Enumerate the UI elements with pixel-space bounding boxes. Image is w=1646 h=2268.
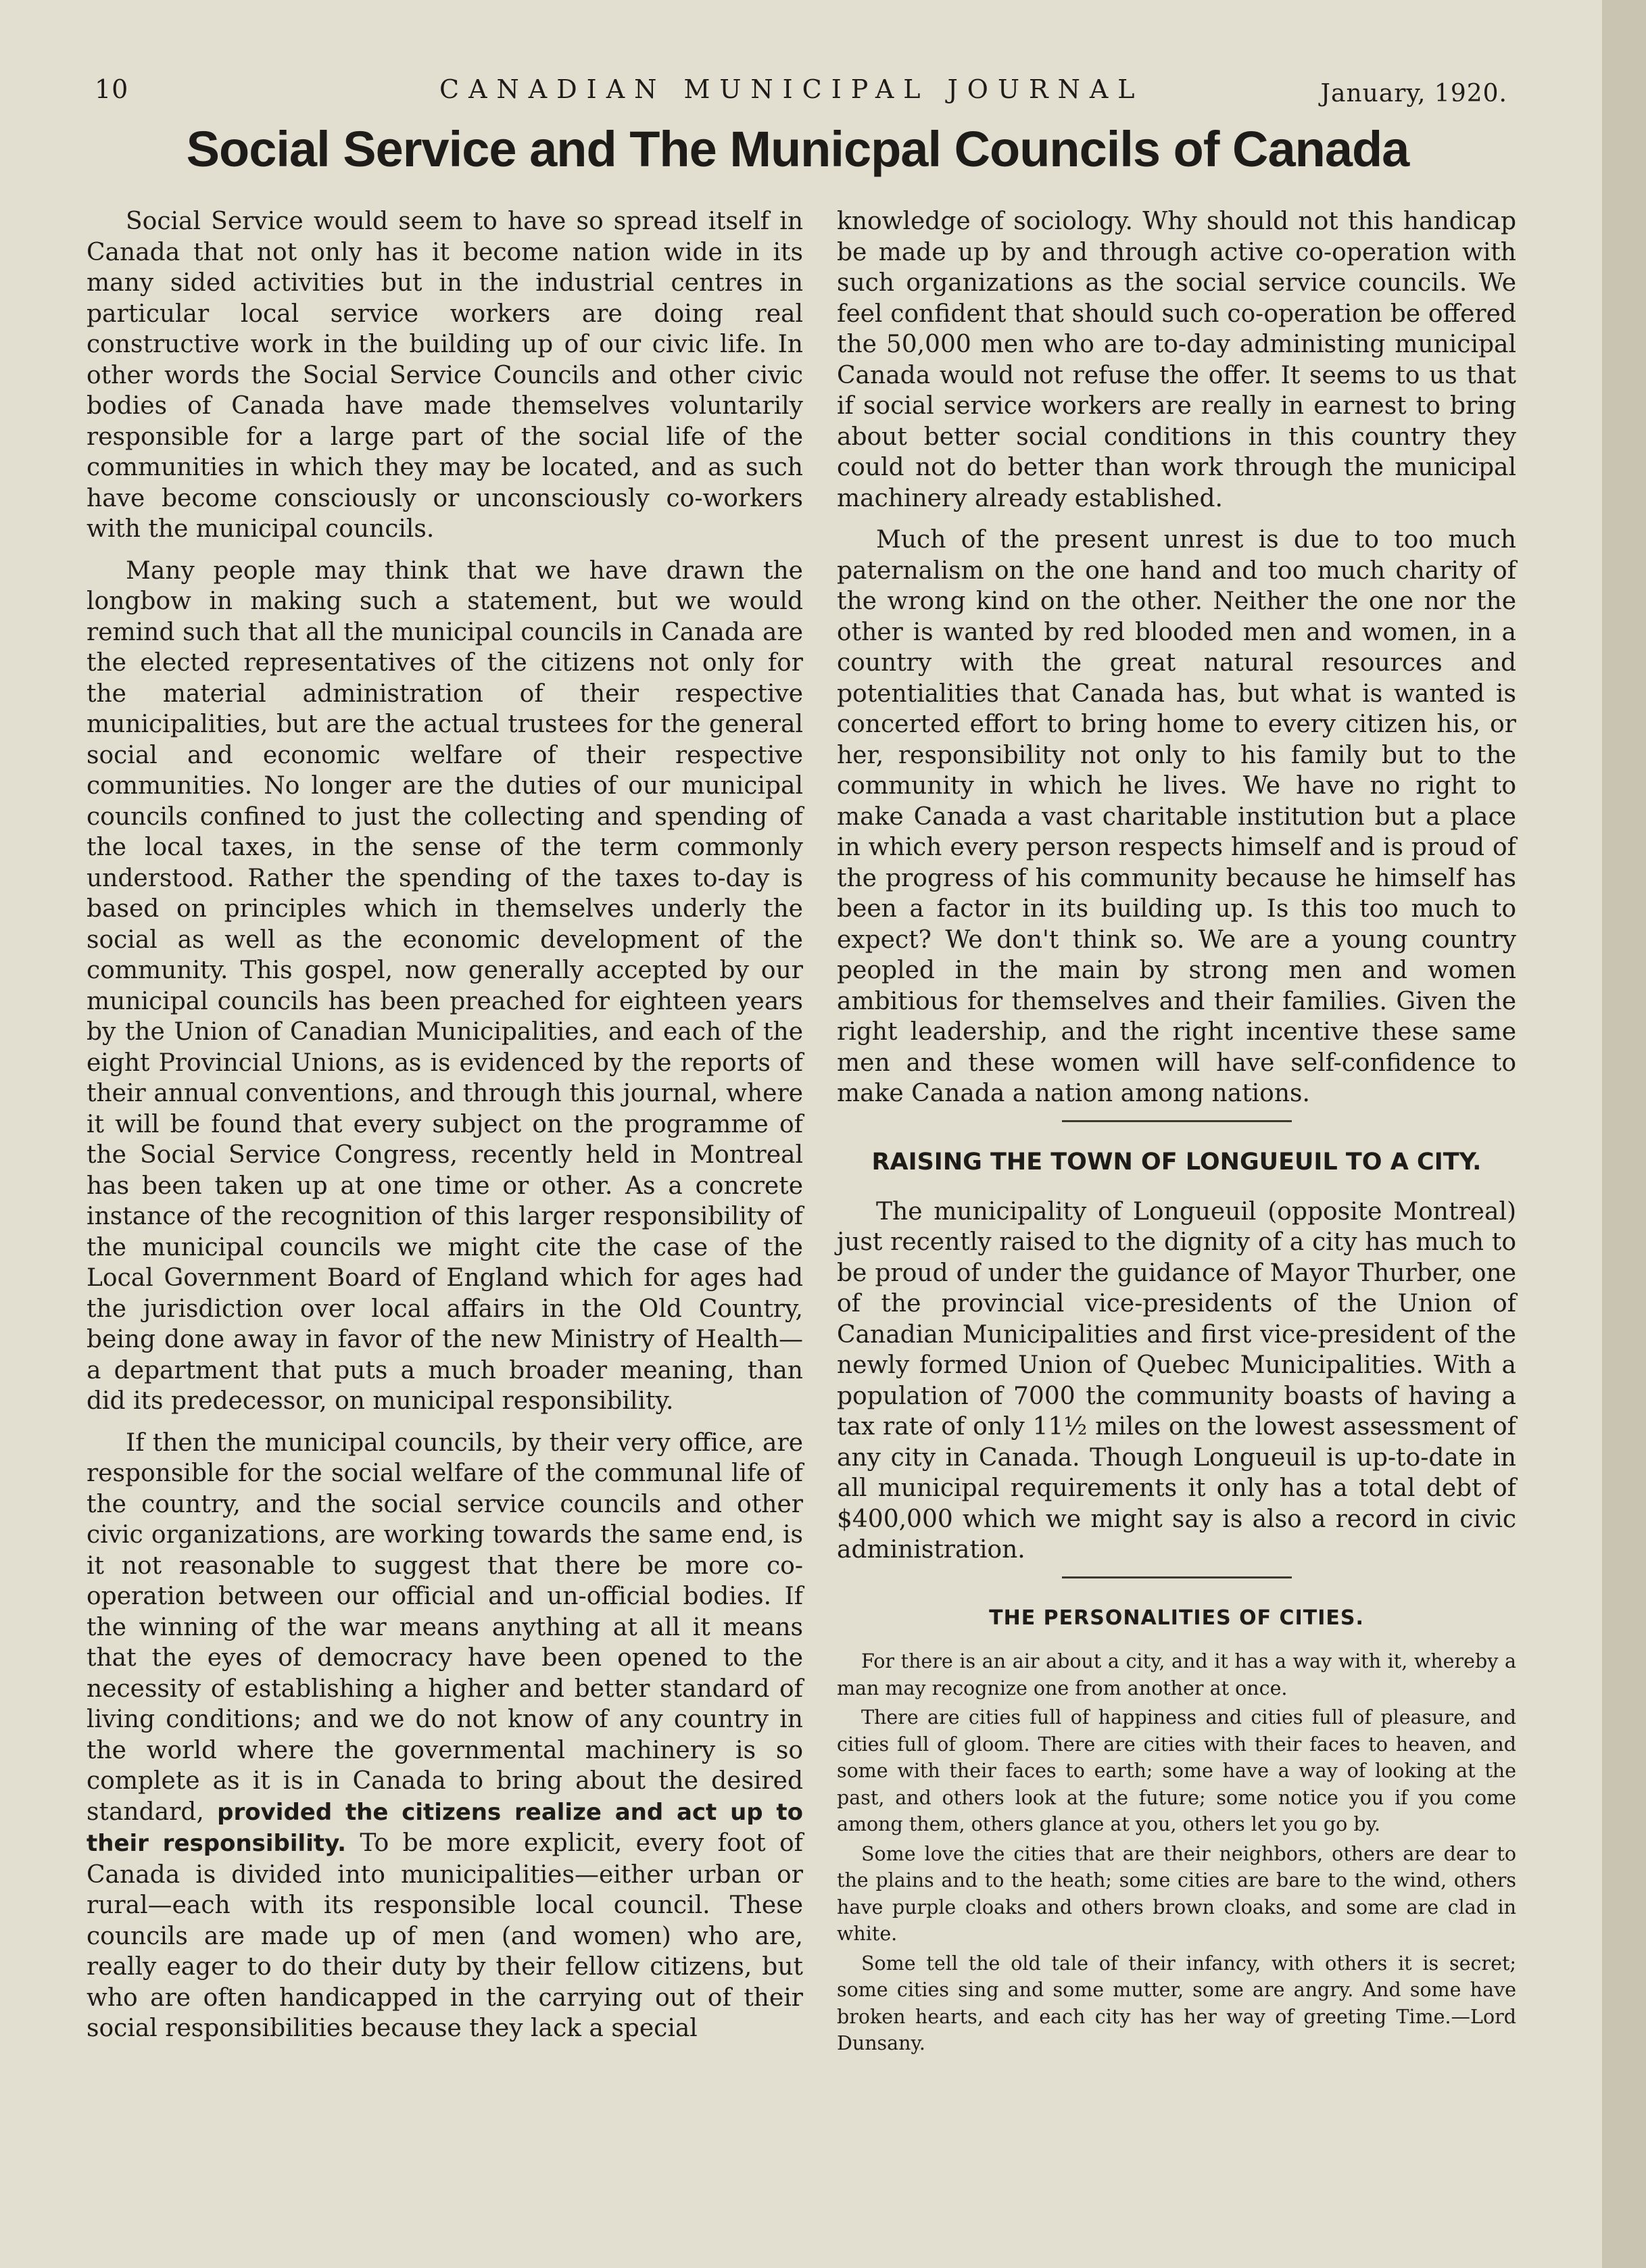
personalities-paragraph-1: For there is an air about a city, and it has a way with it, whereby a man may recognize one from another at once. [837,1650,1516,1699]
page-edge [1602,0,1646,2268]
personalities-paragraph-2: There are cities full of happiness and cities full of pleasure, and cities full of gloom. There are cities with their faces to heaven, and some with their faces to earth; some have a way of looking at the past, and others look at the future; some notice you if you come among them, others glance at you, others let you go by. [837,1706,1516,1835]
right-paragraph-2: Much of the present unrest is due to too much paternalism on the one hand and too much charity of the wrong kind on the other. Neither the one nor the other is wanted by red blooded men and women, in a country with the great natural resources and potentialities that Canada has, but what is wanted is concerted effort to bring home to every citizen his, or her, responsibility not only to his family but to the community in which he lives. We have no right to make Canada a vast charitable institution but a place in which every person respects himself and is proud of the progress of his community because he himself has been a factor in its building up. Is this too much to expect? We don't think so. We are a young country peopled in the main by strong men and women ambitious for themselves and their families. Given the right leadership, and the right incentive these same men and these women will have self-confidence to make Canada a nation among nations. [837,526,1516,1107]
left-column [87,206,803,2055]
personalities-title: THE PERSONALITIES OF CITIES. [989,1606,1364,1630]
issue-date: January, 1920. [1320,80,1507,107]
right-column [837,206,1516,2060]
personalities-text [837,1648,1516,2057]
left-paragraph-3 [87,1428,803,2044]
section-divider [1062,1120,1292,1122]
article-headline: Social Service and The Municpal Councils of Canada [186,121,1409,177]
journal-name: CANADIAN MUNICIPAL JOURNAL [439,74,1144,104]
right-paragraph-1: knowledge of sociology. Why should not this handicap be made up by and through active co-operation with such organizations as the social service councils. We feel confident that should such co-operation be offered the 50,000 men who are to-day administing municipal Canada would not refuse the offer. It seems to us that if social service workers are really in earnest to bring about better social conditions in this country they could not do better than work through the municipal machinery already established. [837,208,1516,512]
bold-emphasis: provided the citizens realize and act up to their responsibility. [87,1798,803,1857]
longueuil-title: RAISING THE TOWN OF LONGUEUIL TO A CITY. [871,1148,1482,1176]
left-paragraph-3-text: If then the municipal councils, by their very office, are responsible for the social welfare of the communal life of the country, and the social service councils and other civic organizations, are working towards the same end, is it not reasonable to suggest that there be more co-operation between our official and un-official bodies. If the winning of the war means anything at all it means that the eyes of democracy have been opened to the necessity of establishing a higher and better standard of living conditions; and we do not know of any country in the world where the governmental machinery is so complete as it is in Canada to bring about the desired standard, [87,1428,803,1826]
running-header [88,68,1507,115]
longueuil-body: The municipality of Longueuil (opposite Montreal) just recently raised to the dignity of a city has much to be proud of under the guidance of Mayor Thurber, one of the provincial vice-presidents of the Union of Canadian Municipalities and first vice-president of the newly formed Union of Quebec Municipalities. With a population of 7000 the community boasts of having a tax rate of only 11½ miles on the lowest assessment of any city in Canada. Though Longueuil is up-to-date in all municipal requirements it only has a total debt of $400,000 which we might say is also a record in civic administration. [837,1197,1516,1564]
personalities-paragraph-4: Some tell the old tale of their infancy, with others it is secret; some cities sing and some mutter, some are angry. And some have broken hearts, and each city has her way of greeting Time.—Lord Dunsany. [837,1952,1516,2054]
left-paragraph-2: Many people may think that we have drawn the longbow in making such a statement, but we would remind such that all the municipal councils in Canada are the elected representatives of the citizens not only for the material administration of their respective municipalities, but are the actual trustees for the general social and economic welfare of their respective communities. No longer are the duties of our municipal councils confined to just the collecting and spending of the local taxes, in the sense of the term commonly understood. Rather the spending of the taxes to-day is based on principles which in themselves underly the social as well as the economic development of the community. This gospel, now generally accepted by our municipal councils has been preached for eighteen years by the Union of Canadian Municipalities, and each of the eight Provincial Unions, as is evidenced by the reports of their annual conventions, and through this journal, where it will be found that every subject on the programme of the Social Service Congress, recently held in Montreal has been taken up at one time or other. As a concrete instance of the recognition of this larger responsibility of the municipal councils we might cite the case of the Local Government Board of England which for ages had the jurisdiction over local affairs in the Old Country, being done away in favor of the new Ministry of Health—a department that puts a much broader meaning, than did its predecessor, on municipal responsibility. [87,556,803,1415]
left-paragraph-1: Social Service would seem to have so spread itself in Canada that not only has it become nation wide in its many sided activities but in the industrial centres in particular local service workers are doing real constructive work in the building up of our civic life. In other words the Social Service Councils and other civic bodies of Canada have made themselves voluntarily responsible for a large part of the social life of the communities in which they may be located, and as such have become consciously or unconsciously co-workers with the municipal councils. [87,208,803,543]
page-number: 10 [95,74,129,104]
section-divider-2 [1062,1576,1292,1578]
left-paragraph-3-tail: To be more explicit, every foot of Canada is divided into municipalities—either urban or rural—each with its responsible local council. These councils are made up of men (and women) who are, really eager to do their duty by their fellow citizens, but who are often handicapped in the carrying out of their social responsibilities because they lack a special [87,1829,803,2042]
personalities-paragraph-3: Some love the cities that are their neighbors, others are dear to the plains and to the heath; some cities are bare to the wind, others have purple cloaks and others brown cloaks, and some are clad in white. [837,1842,1516,1945]
